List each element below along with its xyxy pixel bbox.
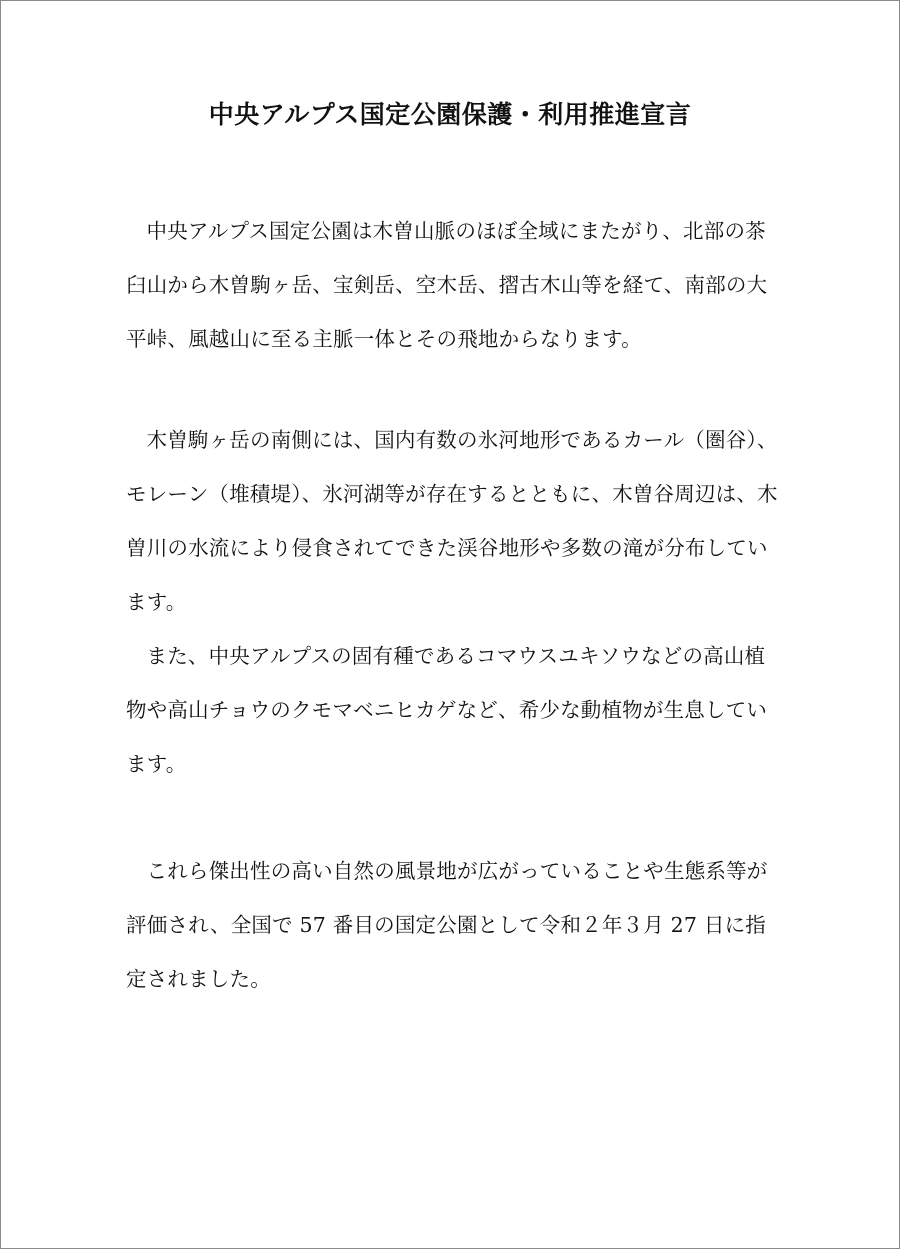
paragraph-park-extent: 中央アルプス国定公園は木曽山脈のほぼ全域にまたがり、北部の茶臼山から木曽駒ヶ岳、宝剣岳、空木岳、摺古木山等を経て、南部の大平峠、風越山に至る主脈一体とその飛地からなります。 (126, 219, 768, 351)
paragraph-designation: これら傑出性の高い自然の風景地が広がっていることや生態系等が評価され、全国で 57 番目の国定公園として令和２年３月 27 日に指定されました。 (126, 859, 768, 991)
paragraph-rare-species: また、中央アルプスの固有種であるコマウスユキソウなどの高山植物や高山チョウのクモマベニヒカゲなど、希少な動植物が生息しています。 (126, 644, 768, 776)
paragraph-glacial-landforms: 木曽駒ヶ岳の南側には、国内有数の氷河地形であるカール（圏谷）、モレーン（堆積堤）、氷河湖等が存在するとともに、木曽谷周辺は、木曽川の水流により侵食されてできた渓谷地形や多数の滝が分布しています。 (126, 428, 778, 614)
document-title: 中央アルプス国定公園保護・利用推進宣言 (208, 100, 692, 129)
